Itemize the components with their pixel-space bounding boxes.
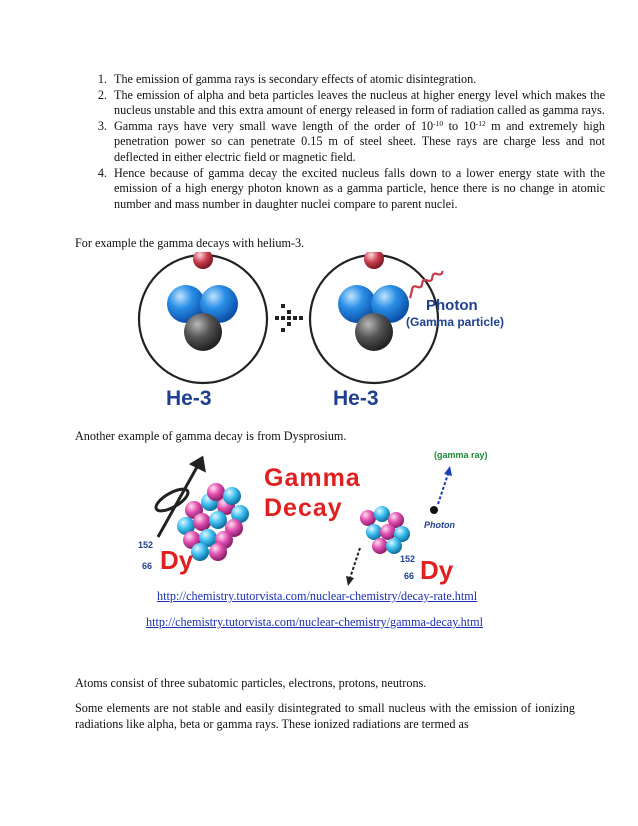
neutron-icon — [355, 313, 393, 351]
recoil-arrow-icon — [346, 548, 360, 586]
list-item-text: The emission of alpha and beta particles leaves the nucleus at higher energy level which makes the nucleus unstable and this extra amount of energy released in form of radiation called as gamma rays. — [114, 87, 605, 118]
exponent: -10 — [433, 118, 444, 128]
left-symbol: Dy — [160, 545, 194, 575]
dysprosium-gamma-decay-figure — [132, 444, 498, 589]
left-atomic-number: 66 — [142, 561, 153, 571]
daughter-nucleus-icon — [360, 506, 410, 554]
subatomic-particles-paragraph: Atoms consist of three subatomic particles, electrons, protons, neutrons. — [75, 676, 427, 690]
exponent: -12 — [475, 118, 486, 128]
list-item-text-a: Gamma rays have very small wave length of the order of 10 — [114, 118, 434, 133]
photon-sub-label: (Gamma particle) — [406, 315, 505, 329]
figure-title-gamma: Gamma — [264, 464, 361, 492]
list-item-text: Hence because of gamma decay the excited nucleus falls down to a lower energy state with the emission of a high energy photon known as a gamma particle, hence there is no change in atomic number and mass number in daughter nuclei compare to parent nuclei. — [114, 165, 605, 211]
left-atom — [139, 252, 267, 383]
right-symbol: Dy — [420, 555, 454, 585]
list-item-text-b: to 10 — [443, 118, 476, 133]
decay-rate-link[interactable]: http://chemistry.tutorvista.com/nuclear-chemistry/decay-rate.html — [157, 589, 478, 603]
gamma-ray-points-list — [70, 72, 605, 212]
right-mass-number: 152 — [400, 554, 416, 564]
example-helium-text: For example the gamma decays with helium-3. — [75, 236, 305, 250]
electron-icon — [193, 252, 213, 269]
ionizing-radiation-paragraph: Some elements are not stable and easily disintegrated to small nucleus with the emission of ionizing radiations like alpha, beta or gamma rays. These ionized radiations are termed as — [75, 701, 575, 731]
list-item-text: The emission of gamma rays is secondary effects of atomic disintegration. — [114, 72, 477, 86]
right-atomic-number: 66 — [404, 571, 415, 581]
helium-gamma-decay-figure — [128, 252, 520, 414]
right-atom-label: He-3 — [333, 387, 379, 410]
gamma-arrow-icon — [438, 466, 452, 504]
photon-icon — [430, 506, 438, 514]
electron-icon — [364, 252, 384, 269]
arrow-icon — [275, 304, 303, 332]
gamma-decay-link[interactable]: http://chemistry.tutorvista.com/nuclear-chemistry/gamma-decay.html — [146, 615, 483, 629]
figure-title-decay: Decay — [264, 494, 343, 522]
example-dysprosium-text: Another example of gamma decay is from Dysprosium. — [75, 429, 347, 443]
left-mass-number: 152 — [138, 540, 154, 550]
list-item-text-c: m and extremely high penetration power so can penetrate 0.15 m of steel sheet. These rays are charge less and not deflected in either electric field or magnetic field. — [114, 118, 605, 164]
list-item — [110, 88, 605, 119]
photon-label: Photon — [426, 297, 478, 314]
list-item — [110, 119, 605, 166]
list-item — [110, 166, 605, 213]
list-item — [110, 72, 605, 88]
neutron-icon — [184, 313, 222, 351]
left-atom-label: He-3 — [166, 387, 212, 410]
photon-label: Photon — [424, 520, 455, 530]
wave-icon — [406, 269, 446, 298]
gamma-ray-label: (gamma ray) — [434, 450, 488, 460]
